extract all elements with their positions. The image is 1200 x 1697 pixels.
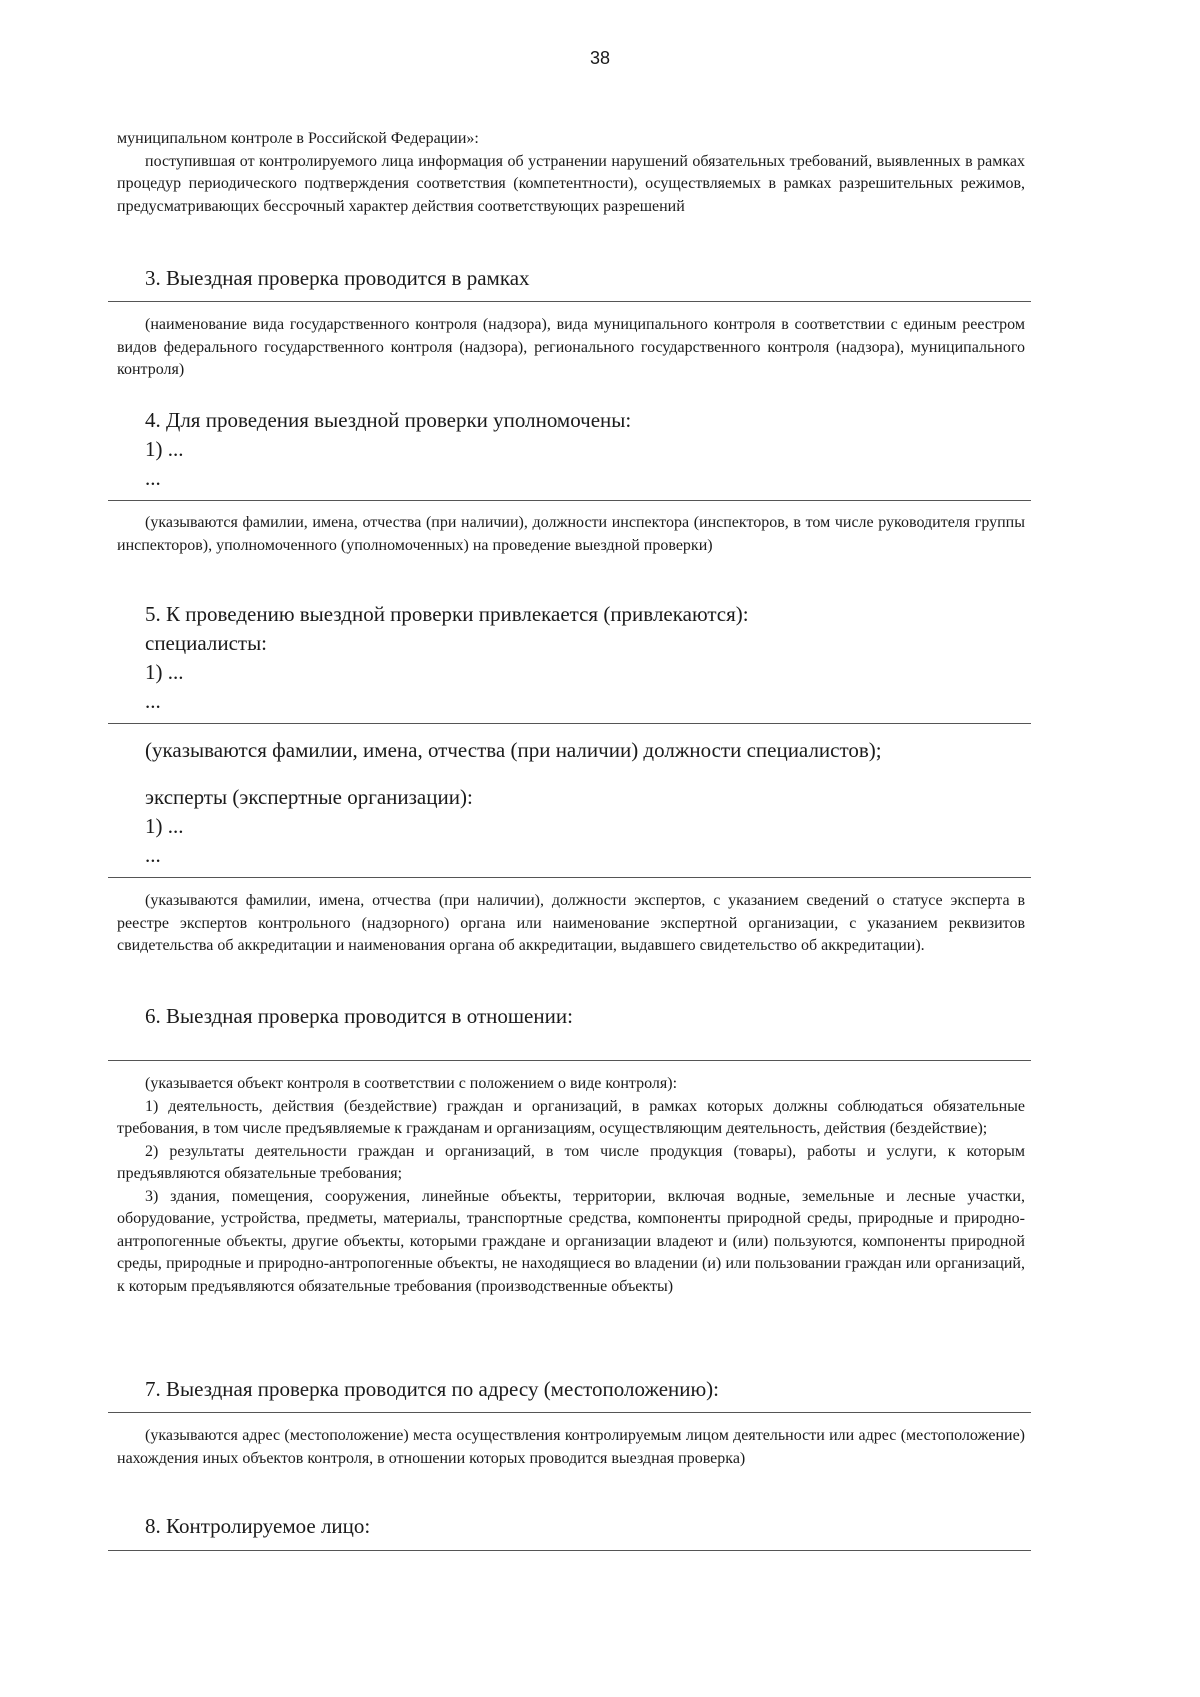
section-7-heading: 7. Выездная проверка проводится по адресу (местоположению): <box>145 1377 720 1401</box>
experts-ellipsis: ... <box>145 843 161 867</box>
section-6-note <box>117 1073 1025 1298</box>
section-6-note-item-2: 2) результаты деятельности граждан и организаций, в том числе продукция (товары), работы и услуги, к которым предъявляются обязательные требования; <box>117 1142 1025 1182</box>
section-7-note <box>117 1425 1025 1470</box>
fill-in-line-section-3 <box>108 301 1031 302</box>
section-4-block <box>117 406 1025 493</box>
section-6-note-item-3: 3) здания, помещения, сооружения, линейные объекты, территории, включая водные, земельные и лесные участки, оборудование, устройства, предметы, материалы, транспортные средства, компоненты природной среды, природные и природно-антропогенные объекты, другие объекты, которыми граждане и организации владеют и (или) пользуются, компоненты природной среды, природные и природно-антропогенные объекты, не находящиеся во владении (и) или пользовании граждан или организаций, к которым предъявляются обязательные требования (производственные объекты) <box>117 1187 1025 1295</box>
fill-in-line-section-7 <box>108 1412 1031 1413</box>
section-6-note-intro: (указывается объект контроля в соответствии с положением о виде контроля): <box>145 1075 678 1092</box>
section-6-heading: 6. Выездная проверка проводится в отношении: <box>145 1004 573 1028</box>
fill-in-line-experts <box>108 877 1031 878</box>
specialists-note: (указываются фамилии, имена, отчества (при наличии) должности специалистов); <box>145 738 882 762</box>
specialists-label: специалисты: <box>145 631 268 655</box>
intro-paragraph: поступившая от контролируемого лица информация об устранении нарушений обязательных требований, выявленных в рамках процедур периодического подтверждения соответствия (компетентности), осуществляемых в рамках разрешительных режимов, предусматривающих бессрочный характер действия соответствующих разрешений <box>117 152 1025 215</box>
fill-in-line-section-8 <box>108 1550 1031 1551</box>
section-4-item-1: 1) ... <box>145 437 184 461</box>
section-3-note-text: (наименование вида государственного контроля (надзора), вида муниципального контроля в соответствии с единым реестром видов федерального государственного контроля (надзора), регионального государственного контроля (надзора), муниципального контроля) <box>117 316 1025 378</box>
section-7-note-text: (указываются адрес (местоположение) места осуществления контролируемым лицом деятельности или адрес (местоположение) нахождения иных объектов контроля, в отношении которых проводится выездная проверка) <box>117 1427 1025 1467</box>
fill-in-line-specialists <box>108 723 1031 724</box>
specialists-item-1: 1) ... <box>145 660 184 684</box>
experts-label: эксперты (экспертные организации): <box>145 785 473 809</box>
fill-in-line-section-4 <box>108 500 1031 501</box>
section-3-heading: 3. Выездная проверка проводится в рамках <box>145 266 530 290</box>
section-4-ellipsis: ... <box>145 466 161 490</box>
intro-block <box>117 128 1025 218</box>
experts-block <box>117 783 1025 870</box>
section-4-heading: 4. Для проведения выездной проверки уполномочены: <box>145 408 632 432</box>
section-6-note-item-1: 1) деятельность, действия (бездействие) граждан и организаций, в рамках которых должны соблюдаться обязательные требования, в том числе предъявляемые к гражданам и организациям, осуществляющим деятельность, действия (бездействие); <box>117 1097 1025 1137</box>
section-5-heading: 5. К проведению выездной проверки привлекается (привлекаются): <box>145 602 749 626</box>
specialists-ellipsis: ... <box>145 689 161 713</box>
experts-item-1: 1) ... <box>145 814 184 838</box>
experts-note-text: (указываются фамилии, имена, отчества (при наличии), должности экспертов, с указанием сведений о статусе эксперта в реестре экспертов контрольного (надзорного) органа или наименование экспертной организации, с указанием реквизитов свидетельства об аккредитации и наименования органа об аккредитации, выдавшего свидетельство об аккредитации). <box>117 892 1025 954</box>
section-4-note <box>117 512 1025 557</box>
intro-line: муниципальном контроле в Российской Федерации»: <box>117 130 479 147</box>
fill-in-line-section-6 <box>108 1060 1031 1061</box>
page-number: 38 <box>589 48 611 68</box>
section-3-note <box>117 314 1025 382</box>
section-8-heading: 8. Контролируемое лицо: <box>145 1514 371 1538</box>
section-4-note-text: (указываются фамилии, имена, отчества (при наличии), должности инспектора (инспекторов, в том числе руководителя группы инспекторов), уполномоченного (уполномоченных) на проведение выездной проверки) <box>117 514 1025 554</box>
section-5-block <box>117 600 1025 716</box>
experts-note <box>117 890 1025 958</box>
